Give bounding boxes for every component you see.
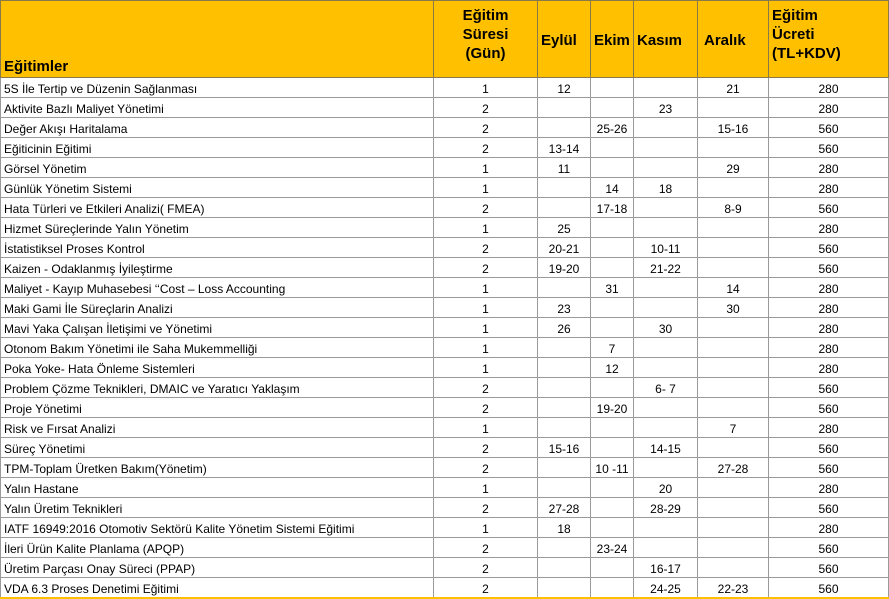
aralik-date-cell [698,358,769,378]
kasim-date-cell: 30 [634,318,698,338]
kasim-date-cell [634,198,698,218]
training-name-cell: Görsel Yönetim [1,158,434,178]
duration-cell: 2 [434,398,538,418]
table-row [1,158,889,178]
duration-cell: 2 [434,198,538,218]
ekim-date-cell [591,578,634,599]
aralik-date-cell: 14 [698,278,769,298]
kasim-date-cell: 21-22 [634,258,698,278]
training-name-cell: Proje Yönetimi [1,398,434,418]
header-eylul: Eylül [538,1,591,78]
training-name-cell: Poka Yoke- Hata Önleme Sistemleri [1,358,434,378]
eylul-date-cell [538,178,591,198]
training-name-cell: Maki Gami İle Süreçlarin Analizi [1,298,434,318]
duration-cell: 2 [434,558,538,578]
kasim-date-cell: 23 [634,98,698,118]
table-row [1,498,889,518]
duration-cell: 1 [434,78,538,98]
ekim-date-cell [591,478,634,498]
training-name-cell: Üretim Parçası Onay Süreci (PPAP) [1,558,434,578]
header-aralik: Aralık [698,1,769,78]
table-row [1,278,889,298]
aralik-date-cell: 22-23 [698,578,769,599]
header-duration-line-1: Eğitim [462,7,509,24]
aralik-date-cell: 7 [698,418,769,438]
duration-cell: 2 [434,538,538,558]
fee-cell: 280 [769,298,889,318]
fee-cell: 560 [769,498,889,518]
eylul-date-cell [538,478,591,498]
duration-cell: 2 [434,238,538,258]
duration-cell: 2 [434,98,538,118]
kasim-date-cell [634,78,698,98]
duration-cell: 1 [434,318,538,338]
fee-cell: 280 [769,338,889,358]
table-row [1,358,889,378]
header-fee [769,1,889,78]
table-row [1,338,889,358]
duration-cell: 2 [434,118,538,138]
training-name-cell: Aktivite Bazlı Maliyet Yönetimi [1,98,434,118]
fee-cell: 280 [769,318,889,338]
eylul-date-cell [538,98,591,118]
ekim-date-cell [591,438,634,458]
duration-cell: 1 [434,158,538,178]
ekim-date-cell: 14 [591,178,634,198]
aralik-date-cell [698,218,769,238]
ekim-date-cell [591,318,634,338]
kasim-date-cell [634,398,698,418]
training-name-cell: Otonom Bakım Yönetimi ile Saha Mukemmelliği [1,338,434,358]
duration-cell: 1 [434,358,538,378]
fee-cell: 560 [769,558,889,578]
ekim-date-cell [591,158,634,178]
training-name-cell: Süreç Yönetimi [1,438,434,458]
ekim-date-cell: 12 [591,358,634,378]
aralik-date-cell [698,98,769,118]
fee-cell: 560 [769,378,889,398]
table-row [1,98,889,118]
fee-cell: 280 [769,358,889,378]
eylul-date-cell: 26 [538,318,591,338]
ekim-date-cell [591,238,634,258]
table-row [1,138,889,158]
ekim-date-cell: 7 [591,338,634,358]
ekim-date-cell [591,78,634,98]
training-name-cell: Hizmet Süreçlerinde Yalın Yönetim [1,218,434,238]
eylul-date-cell: 11 [538,158,591,178]
ekim-date-cell [591,218,634,238]
duration-cell: 2 [434,378,538,398]
eylul-date-cell: 23 [538,298,591,318]
header-duration-line-2: Süresi [462,26,509,43]
kasim-date-cell: 10-11 [634,238,698,258]
fee-cell: 560 [769,458,889,478]
header-kasim: Kasım [634,1,698,78]
eylul-date-cell [538,118,591,138]
kasim-date-cell: 24-25 [634,578,698,599]
eylul-date-cell: 15-16 [538,438,591,458]
kasim-date-cell [634,138,698,158]
table-row [1,398,889,418]
table-row [1,178,889,198]
eylul-date-cell: 18 [538,518,591,538]
training-name-cell: Yalın Üretim Teknikleri [1,498,434,518]
eylul-date-cell [538,558,591,578]
fee-cell: 280 [769,518,889,538]
ekim-date-cell [591,138,634,158]
aralik-date-cell [698,538,769,558]
training-name-cell: Değer Akışı Haritalama [1,118,434,138]
fee-cell: 560 [769,238,889,258]
duration-cell: 1 [434,338,538,358]
table-row [1,578,889,599]
eylul-date-cell: 25 [538,218,591,238]
eylul-date-cell [538,418,591,438]
header-fee-line-3: (TL+KDV) [772,45,841,62]
fee-cell: 280 [769,158,889,178]
duration-cell: 2 [434,258,538,278]
ekim-date-cell: 31 [591,278,634,298]
kasim-date-cell: 16-17 [634,558,698,578]
header-duration-line-3: (Gün) [465,45,506,62]
aralik-date-cell: 27-28 [698,458,769,478]
kasim-date-cell: 14-15 [634,438,698,458]
header-fee-line-2: Ücreti [772,26,815,43]
aralik-date-cell [698,498,769,518]
header-ekim: Ekim [591,1,634,78]
ekim-date-cell [591,378,634,398]
duration-cell: 2 [434,578,538,599]
duration-cell: 1 [434,178,538,198]
table-row [1,258,889,278]
table-row [1,118,889,138]
fee-cell: 280 [769,278,889,298]
ekim-date-cell: 17-18 [591,198,634,218]
training-name-cell: Hata Türleri ve Etkileri Analizi( FMEA) [1,198,434,218]
table-row [1,78,889,98]
fee-cell: 280 [769,418,889,438]
ekim-date-cell [591,498,634,518]
training-name-cell: Eğiticinin Eğitimi [1,138,434,158]
aralik-date-cell [698,518,769,538]
eylul-date-cell [538,278,591,298]
training-name-cell: İleri Ürün Kalite Planlama (APQP) [1,538,434,558]
aralik-date-cell: 30 [698,298,769,318]
fee-cell: 560 [769,438,889,458]
table-row [1,478,889,498]
aralik-date-cell [698,178,769,198]
aralik-date-cell [698,338,769,358]
fee-cell: 560 [769,398,889,418]
ekim-date-cell [591,558,634,578]
table-row [1,318,889,338]
kasim-date-cell: 28-29 [634,498,698,518]
aralik-date-cell: 21 [698,78,769,98]
kasim-date-cell: 20 [634,478,698,498]
kasim-date-cell [634,358,698,378]
kasim-date-cell [634,278,698,298]
duration-cell: 2 [434,438,538,458]
fee-cell: 280 [769,178,889,198]
kasim-date-cell [634,338,698,358]
header-fee-line-1: Eğitim [772,7,818,24]
aralik-date-cell [698,318,769,338]
eylul-date-cell [538,338,591,358]
fee-cell: 560 [769,258,889,278]
training-name-cell: Günlük Yönetim Sistemi [1,178,434,198]
fee-cell: 560 [769,538,889,558]
training-name-cell: Yalın Hastane [1,478,434,498]
kasim-date-cell [634,518,698,538]
eylul-date-cell [538,578,591,599]
aralik-date-cell [698,478,769,498]
aralik-date-cell [698,378,769,398]
ekim-date-cell [591,98,634,118]
fee-cell: 560 [769,118,889,138]
table-row [1,518,889,538]
kasim-date-cell [634,158,698,178]
duration-cell: 2 [434,498,538,518]
eylul-date-cell: 27-28 [538,498,591,518]
aralik-date-cell [698,258,769,278]
training-name-cell: TPM-Toplam Üretken Bakım(Yönetim) [1,458,434,478]
training-name-cell: Mavi Yaka Çalışan İletişimi ve Yönetimi [1,318,434,338]
duration-cell: 1 [434,218,538,238]
eylul-date-cell [538,398,591,418]
table-row [1,218,889,238]
fee-cell: 560 [769,198,889,218]
table-row [1,298,889,318]
duration-cell: 1 [434,278,538,298]
fee-cell: 280 [769,98,889,118]
fee-cell: 280 [769,78,889,98]
ekim-date-cell [591,298,634,318]
duration-cell: 1 [434,478,538,498]
ekim-date-cell: 23-24 [591,538,634,558]
fee-cell: 280 [769,478,889,498]
table-row [1,538,889,558]
duration-cell: 1 [434,298,538,318]
kasim-date-cell: 18 [634,178,698,198]
table-row [1,458,889,478]
aralik-date-cell [698,138,769,158]
duration-cell: 2 [434,138,538,158]
ekim-date-cell [591,518,634,538]
eylul-date-cell [538,198,591,218]
aralik-date-cell: 29 [698,158,769,178]
ekim-date-cell: 25-26 [591,118,634,138]
aralik-date-cell [698,558,769,578]
kasim-date-cell: 6- 7 [634,378,698,398]
fee-cell: 560 [769,578,889,599]
duration-cell: 2 [434,458,538,478]
training-name-cell: İstatistiksel Proses Kontrol [1,238,434,258]
table-body [1,78,889,599]
eylul-date-cell [538,358,591,378]
kasim-date-cell [634,418,698,438]
training-name-cell: 5S İle Tertip ve Düzenin Sağlanması [1,78,434,98]
aralik-date-cell [698,238,769,258]
training-name-cell: Problem Çözme Teknikleri, DMAIC ve Yaratıcı Yaklaşım [1,378,434,398]
training-name-cell: IATF 16949:2016 Otomotiv Sektörü Kalite Yönetim Sistemi Eğitimi [1,518,434,538]
table-row [1,438,889,458]
eylul-date-cell [538,458,591,478]
ekim-date-cell: 19-20 [591,398,634,418]
table-row [1,378,889,398]
eylul-date-cell: 13-14 [538,138,591,158]
fee-cell: 560 [769,138,889,158]
kasim-date-cell [634,458,698,478]
kasim-date-cell [634,118,698,138]
duration-cell: 1 [434,518,538,538]
header-trainings: Eğitimler [1,1,434,78]
eylul-date-cell: 20-21 [538,238,591,258]
training-name-cell: VDA 6.3 Proses Denetimi Eğitimi [1,578,434,599]
training-name-cell: Kaizen - Odaklanmış İyileştirme [1,258,434,278]
ekim-date-cell: 10 -11 [591,458,634,478]
table-row [1,558,889,578]
eylul-date-cell: 19-20 [538,258,591,278]
ekim-date-cell [591,258,634,278]
eylul-date-cell [538,538,591,558]
kasim-date-cell [634,218,698,238]
header-duration [434,1,538,78]
training-name-cell: Risk ve Fırsat Analizi [1,418,434,438]
duration-cell: 1 [434,418,538,438]
eylul-date-cell [538,378,591,398]
header-row [1,1,889,78]
fee-cell: 280 [769,218,889,238]
eylul-date-cell: 12 [538,78,591,98]
kasim-date-cell [634,298,698,318]
aralik-date-cell: 15-16 [698,118,769,138]
aralik-date-cell [698,438,769,458]
table-row [1,198,889,218]
aralik-date-cell: 8-9 [698,198,769,218]
training-name-cell: Maliyet - Kayıp Muhasebesi ‘‘Cost – Loss Accounting [1,278,434,298]
kasim-date-cell [634,538,698,558]
ekim-date-cell [591,418,634,438]
table-row [1,238,889,258]
table-row [1,418,889,438]
aralik-date-cell [698,398,769,418]
